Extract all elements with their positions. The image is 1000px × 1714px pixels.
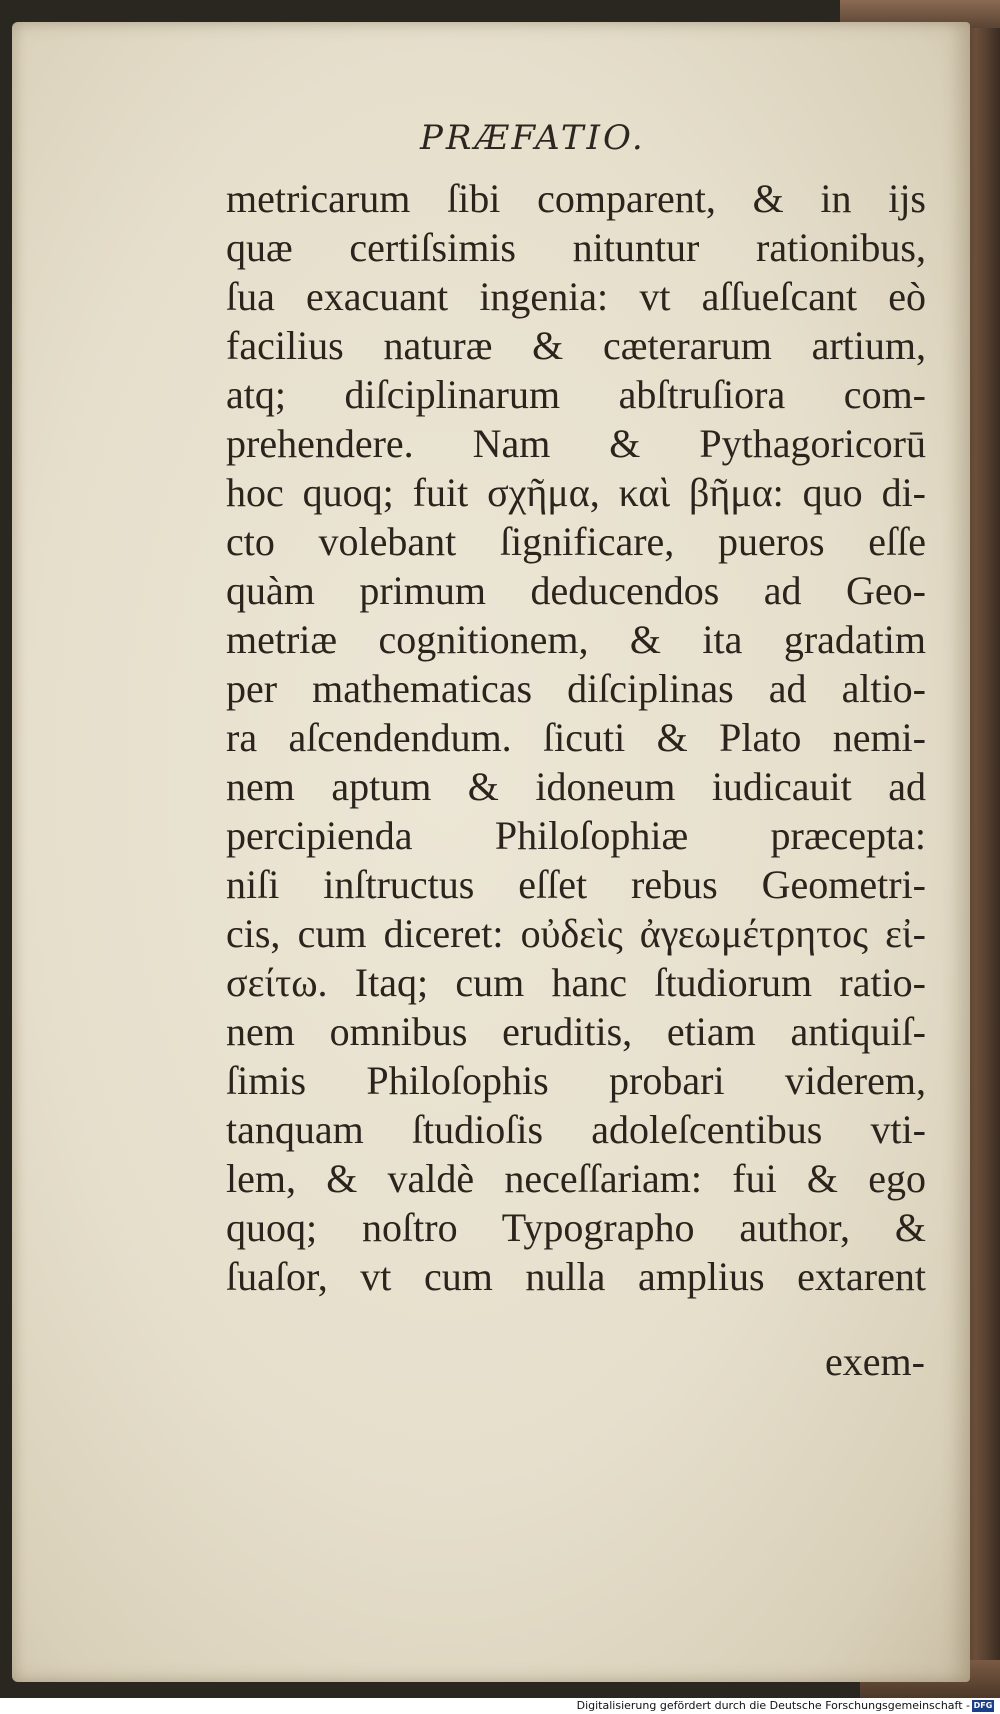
- text-line: niſi inſtructus eſſet rebus Geometri-: [226, 862, 926, 907]
- footer-bar: [0, 1698, 1000, 1714]
- text-line: facilius naturæ & cæterarum artium,: [226, 323, 926, 368]
- text-line: percipienda Philoſophiæ præcepta:: [226, 813, 926, 858]
- text-line: nem aptum & idoneum iudicauit ad: [226, 764, 926, 809]
- text-line: quoq; noſtro Typographo author, &: [226, 1205, 926, 1250]
- text-line: ra aſcendendum. ſicuti & Plato nemi-: [226, 715, 926, 760]
- text-line: ſuaſor, vt cum nulla amplius extarent: [226, 1254, 926, 1299]
- text-line: cis, cum diceret: οὐδεὶς ἀγεωμέτρητος εἰ-: [226, 911, 926, 956]
- text-line: atq; diſciplinarum abſtruſiora com-: [226, 372, 926, 417]
- text-line: tanquam ſtudioſis adoleſcentibus vti-: [226, 1107, 926, 1152]
- text-line: per mathematicas diſciplinas ad altio-: [226, 666, 926, 711]
- body-text: [226, 174, 926, 1301]
- text-line: metriæ cognitionem, & ita gradatim: [226, 617, 926, 662]
- text-line: quàm primum deducendos ad Geo-: [226, 568, 926, 613]
- running-head: PRÆFATIO.: [420, 118, 646, 158]
- text-line: nem omnibus eruditis, etiam antiquiſ-: [226, 1009, 926, 1054]
- text-line: ſua exacuant ingenia: vt aſſueſcant eò: [226, 274, 926, 319]
- text-line: quæ certiſsimis nituntur rationibus,: [226, 225, 926, 270]
- text-line: hoc quoq; fuit σχῆμα, καὶ βῆμα: quo di-: [226, 470, 926, 515]
- text-line: prehendere. Nam & Pythagoricorū: [226, 421, 926, 466]
- catchword: exem-: [825, 1339, 925, 1384]
- text-line: cto volebant ſignificare, pueros eſſe: [226, 519, 926, 564]
- text-line: ſimis Philoſophis probari viderem,: [226, 1058, 926, 1103]
- text-line: σείτω. Itaq; cum hanc ſtudiorum ratio-: [226, 960, 926, 1005]
- dfg-logo-icon: DFG: [973, 1701, 993, 1710]
- text-line: lem, & valdè neceſſariam: fui & ego: [226, 1156, 926, 1201]
- footer-credit: Digitalisierung gefördert durch die Deutsche Forschungsgemeinschaft -: [576, 1699, 970, 1712]
- text-line: metricarum ſibi comparent, & in ijs: [226, 176, 926, 221]
